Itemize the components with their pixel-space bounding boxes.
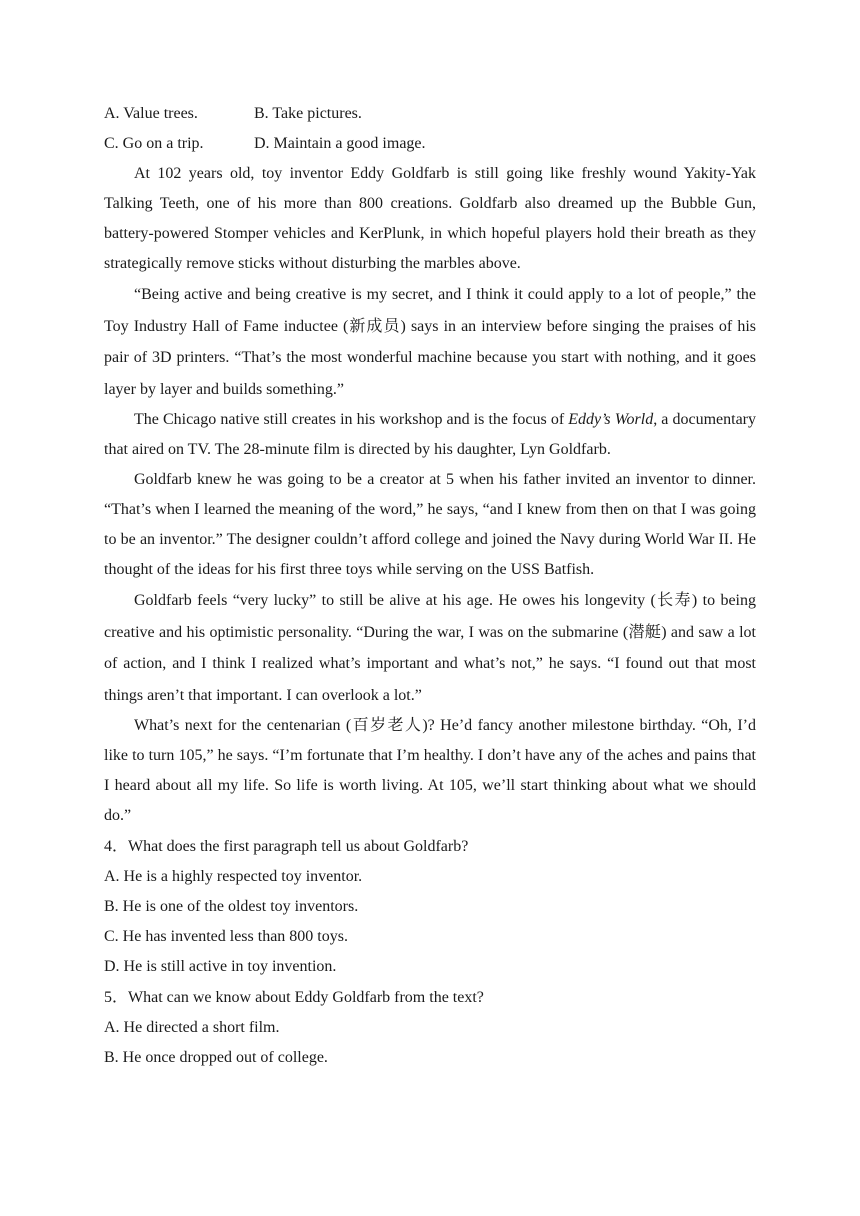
documentary-title: Eddy’s World: [568, 411, 654, 428]
prev-options-row-1: [104, 99, 756, 129]
passage-paragraph-5: Goldfarb feels “very lucky” to still be alive at his age. He owes his longevity (长寿) to being creative and his optimistic personality. “During the war, I was on the submarine (潜艇) and saw a lot of action, and I think I realized what’s important and what’s not,” he says. “I found out that most things aren’t that important. I can overlook a lot.”: [104, 592, 756, 704]
paragraph-3-text-end: , a documentary that aired on TV. The 28-minute film is directed by his daughter, Lyn Goldfarb.: [104, 411, 757, 458]
passage-paragraph-4: Goldfarb knew he was going to be a creator at 5 when his father invited an inventor to dinner. “That’s when I learned the meaning of the word,” he says, “and I knew from then on that I was going to be an inventor.” The designer couldn’t afford college and joined the Navy during World War II. He thought of the ideas for his first three toys while serving on the USS Batfish.: [104, 471, 756, 578]
page-content: [104, 99, 756, 1073]
question-4-stem: 4．What does the first paragraph tell us about Goldfarb?: [104, 838, 469, 855]
option-d: D. Maintain a good image.: [254, 135, 426, 152]
question-5-option-a: A. He directed a short film.: [104, 1019, 280, 1036]
passage-paragraph-6: What’s next for the centenarian (百岁老人)? He’d fancy another milestone birthday. “Oh, I’d like to turn 105,” he says. “I’m fortunate that I’m healthy. I don’t have any of the aches and pains that I heard about all my life. So life is worth living. At 105, we’ll start thinking about what we should do.”: [104, 717, 756, 824]
question-5-stem: 5．What can we know about Eddy Goldfarb from the text?: [104, 989, 484, 1006]
passage-paragraph-3: [104, 405, 756, 465]
question-4-option-c: C. He has invented less than 800 toys.: [104, 928, 348, 945]
question-4-option-a: A. He is a highly respected toy inventor.: [104, 868, 363, 885]
question-4-option-b: B. He is one of the oldest toy inventors.: [104, 898, 359, 915]
question-5-option-b: B. He once dropped out of college.: [104, 1049, 328, 1066]
option-b: B. Take pictures.: [254, 105, 362, 122]
question-4-option-d: D. He is still active in toy invention.: [104, 958, 337, 975]
passage-paragraph-1: At 102 years old, toy inventor Eddy Goldfarb is still going like freshly wound Yakity-Yak Talking Teeth, one of his more than 800 creations. Goldfarb also dreamed up the Bubble Gun, battery-powered Stomper vehicles and KerPlunk, in which hopeful players hold their breath as they strategically remove sticks without disturbing the marbles above.: [104, 165, 756, 272]
option-c: C. Go on a trip.: [104, 135, 204, 152]
prev-options-row-2: [104, 129, 756, 159]
paragraph-3-text-start: The Chicago native still creates in his workshop and is the focus of: [134, 411, 569, 428]
option-a: A. Value trees.: [104, 105, 198, 122]
passage-paragraph-2: “Being active and being creative is my secret, and I think it could apply to a lot of people,” the Toy Industry Hall of Fame inductee (新成员) says in an interview before singing the praises of his pair of 3D printers. “That’s the most wonderful machine because you start with nothing, and it goes layer by layer and builds something.”: [104, 286, 756, 398]
